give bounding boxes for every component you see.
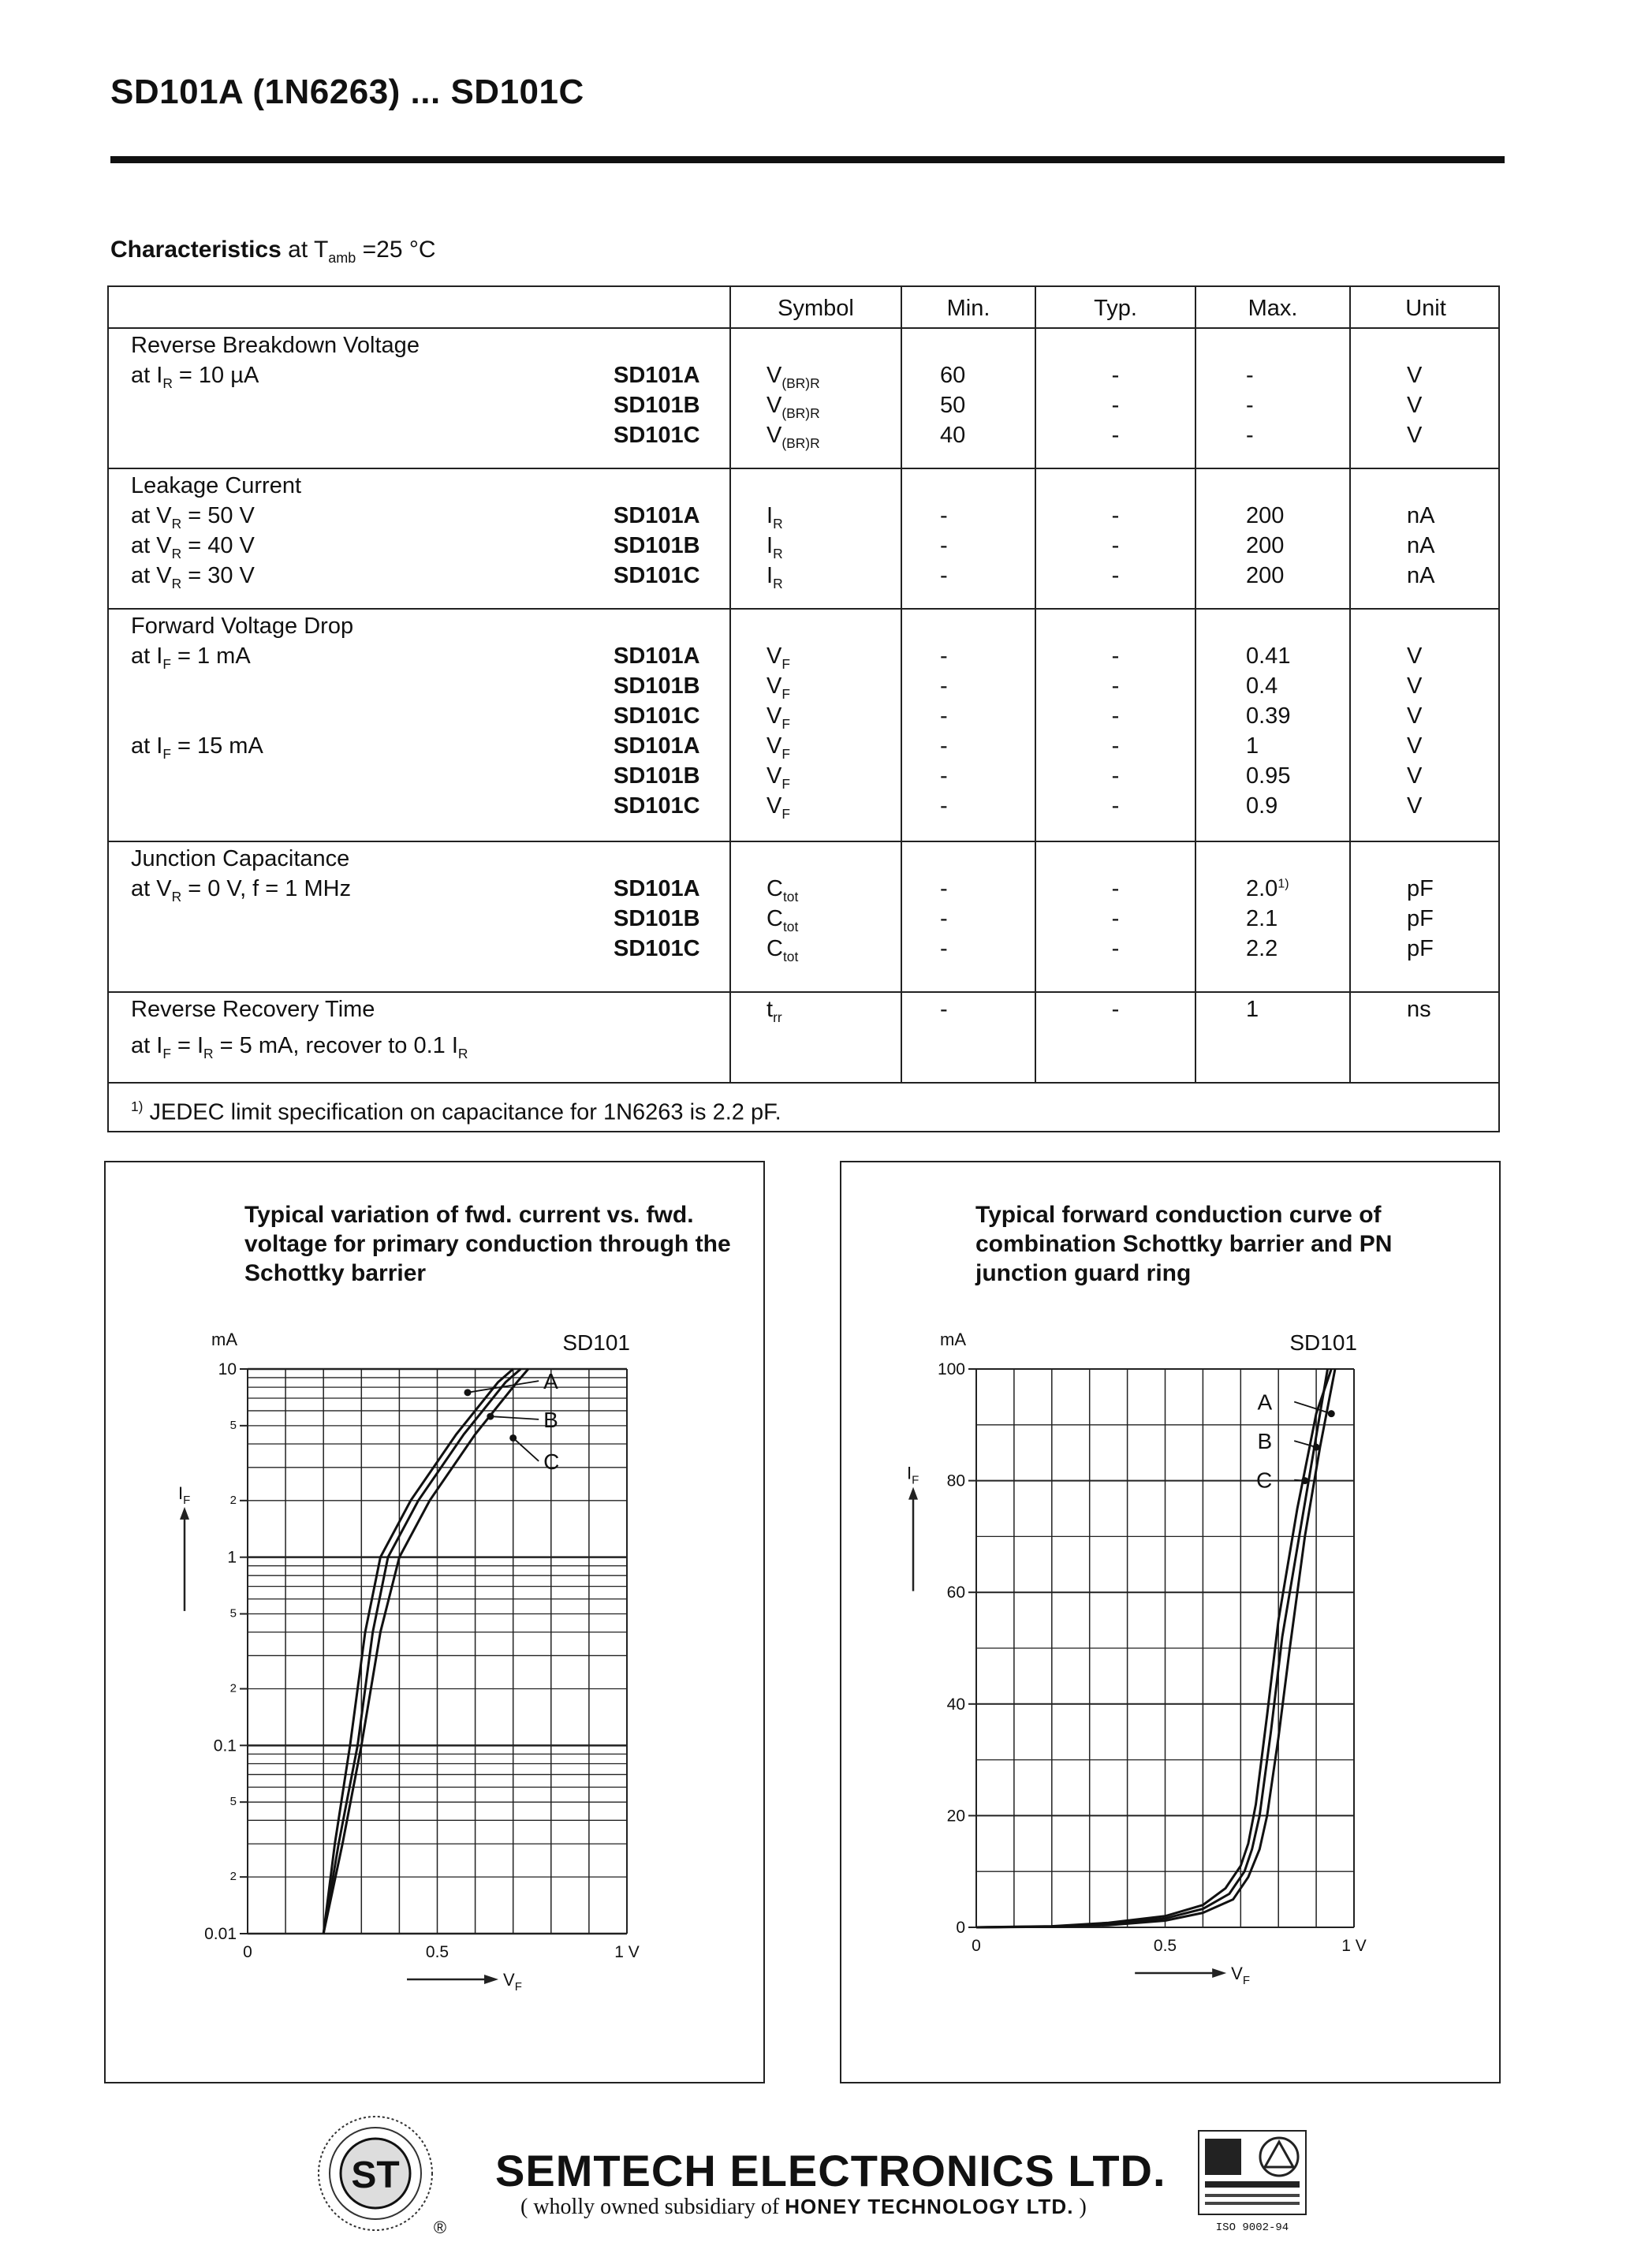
device-name: SD101A: [614, 643, 700, 669]
symbol: $C_{tot}$: [767, 876, 799, 905]
typ-value: -: [1111, 363, 1120, 388]
group-condition: at $V_R = 50$ V: [131, 503, 255, 532]
max-value: 200: [1246, 533, 1285, 558]
column-header-typ: Typ.: [1094, 296, 1137, 321]
max-value: 1: [1246, 997, 1259, 1022]
device-name: SD101A: [614, 503, 700, 528]
min-value: 50: [940, 393, 966, 418]
device-name: SD101A: [614, 733, 700, 759]
group-condition: at $I_F = 1$ mA: [131, 643, 251, 672]
symbol: $V_F$: [767, 733, 790, 762]
table-row-line: [109, 468, 1498, 469]
typ-value: -: [1111, 793, 1120, 819]
y-tick-label: 1: [227, 1548, 237, 1567]
group-title: Junction Capacitance: [131, 846, 350, 871]
unit-value: V: [1407, 763, 1423, 789]
registered-mark: ®: [433, 2218, 447, 2237]
typ-value: -: [1111, 563, 1120, 588]
company-logo: [315, 2113, 457, 2240]
max-value: 200: [1246, 503, 1285, 528]
typ-value: -: [1111, 763, 1120, 789]
min-value: -: [940, 703, 948, 729]
unit-value: V: [1407, 673, 1423, 699]
characteristics-heading: Characteristics at $T_{amb} =25$ °C: [110, 237, 436, 266]
group-condition: at $V_R = 0$ V, f = 1 MHz: [131, 876, 352, 905]
table-row-line: [109, 841, 1498, 842]
x-tick-label: 0.5: [1153, 1937, 1177, 1955]
unit-value: nA: [1407, 533, 1435, 558]
typ-value: -: [1111, 673, 1120, 699]
min-value: 40: [940, 423, 966, 448]
x-axis-label: $V_F$: [503, 1970, 522, 1994]
y-axis-label: $I_F$: [178, 1483, 191, 1507]
group-title: Forward Voltage Drop: [131, 614, 354, 639]
title-rule: [110, 156, 1505, 163]
series-label-B: B: [1257, 1429, 1273, 1454]
chart-panel-2: [840, 1161, 1501, 2083]
max-value: 1: [1246, 733, 1259, 759]
y-axis-arrowhead: [908, 1487, 918, 1500]
table-row-line: [109, 1082, 1498, 1084]
group-condition: at $V_R = 30$ V: [131, 563, 255, 591]
y-tick-label: 100: [937, 1360, 965, 1378]
series-line-C: [323, 1369, 528, 1934]
max-value: 0.9: [1246, 793, 1278, 819]
iso-certification-badge: [1197, 2129, 1307, 2247]
table-row-line: [109, 991, 1498, 993]
min-value: -: [940, 936, 948, 961]
x-tick-label: 1 V: [614, 1943, 640, 1961]
x-axis-label: $V_F$: [1231, 1964, 1251, 1987]
unit-value: V: [1407, 423, 1423, 448]
min-value: -: [940, 673, 948, 699]
chart-1-svg: [106, 1162, 763, 2082]
y-tick-label: 0.1: [213, 1736, 237, 1755]
table-footnote: $^{1)}$ JEDEC limit specification on capacitance for 1N6263 is 2.2 pF.: [131, 1099, 781, 1125]
y-axis-label: $I_F$: [907, 1463, 919, 1487]
device-name: SD101C: [614, 563, 700, 588]
typ-value: -: [1111, 876, 1120, 901]
typ-value: -: [1111, 733, 1120, 759]
max-value: -: [1246, 393, 1254, 418]
series-line-B: [323, 1369, 520, 1934]
unit-value: V: [1407, 733, 1423, 759]
device-name: SD101B: [614, 673, 700, 699]
y-tick-label: 5: [229, 1795, 237, 1809]
y-tick-label: 2: [229, 1870, 237, 1884]
y-tick-label: 5: [229, 1418, 237, 1432]
symbol: $V_{(BR)R}$: [767, 363, 820, 391]
table-column-line: [901, 287, 902, 1083]
group-condition: at $I_F = 15$ mA: [131, 733, 263, 762]
max-value: 0.95: [1246, 763, 1291, 789]
symbol: $I_R$: [767, 503, 783, 532]
unit-value: pF: [1407, 876, 1434, 901]
min-value: -: [940, 997, 948, 1022]
unit-value: V: [1407, 793, 1423, 819]
max-value: -: [1246, 423, 1254, 448]
typ-value: -: [1111, 393, 1120, 418]
device-name: SD101C: [614, 423, 700, 448]
max-value: 0.4: [1246, 673, 1278, 699]
unit-value: pF: [1407, 906, 1434, 931]
gridlines: [976, 1369, 1354, 1927]
x-tick-label: 1 V: [1341, 1937, 1367, 1955]
symbol: $I_R$: [767, 533, 783, 561]
unit-value: nA: [1407, 503, 1435, 528]
series-leader-B: [1294, 1441, 1316, 1447]
max-value: 2.2: [1246, 936, 1278, 961]
symbol: $V_F$: [767, 703, 790, 732]
series-line-A: [323, 1369, 513, 1934]
page-title: SD101A (1N6263) ... SD101C: [110, 73, 584, 111]
y-tick-label: 5: [229, 1606, 237, 1621]
symbol: $V_F$: [767, 793, 790, 822]
min-value: -: [940, 533, 948, 558]
min-value: -: [940, 906, 948, 931]
y-tick-label: 20: [946, 1807, 965, 1826]
group-condition: at $V_R = 40$ V: [131, 533, 255, 561]
symbol: $C_{tot}$: [767, 936, 799, 964]
min-value: -: [940, 643, 948, 669]
device-label: SD101: [562, 1330, 630, 1355]
y-tick-label: 2: [229, 1681, 237, 1695]
unit-value: V: [1407, 703, 1423, 729]
max-value: 0.41: [1246, 643, 1291, 669]
series-label-A: A: [1257, 1390, 1273, 1415]
max-value: 200: [1246, 563, 1285, 588]
unit-value: V: [1407, 363, 1423, 388]
series-label-B: B: [543, 1407, 558, 1432]
max-value: 2.1: [1246, 906, 1278, 931]
table-column-line: [729, 287, 731, 1083]
unit-value: pF: [1407, 936, 1434, 961]
table-row-line: [109, 327, 1498, 329]
min-value: -: [940, 563, 948, 588]
group-title: Reverse Recovery Time: [131, 997, 375, 1022]
logo-text: ST: [351, 2154, 400, 2196]
symbol: $V_F$: [767, 643, 790, 672]
min-value: 60: [940, 363, 966, 388]
group-condition: at $I_R = 10$ µA: [131, 363, 259, 391]
typ-value: -: [1111, 643, 1120, 669]
x-tick-label: 0: [243, 1943, 252, 1961]
unit-value: V: [1407, 643, 1423, 669]
column-header-max: Max.: [1248, 296, 1298, 321]
symbol: $V_{(BR)R}$: [767, 393, 820, 421]
min-value: -: [940, 733, 948, 759]
series-label-C: C: [543, 1449, 560, 1474]
symbol: $t_{rr}$: [767, 997, 782, 1025]
group-title: Reverse Breakdown Voltage: [131, 333, 420, 358]
min-value: -: [940, 763, 948, 789]
gridlines: [248, 1369, 627, 1934]
max-value: 2.0$^{1)}$: [1246, 876, 1289, 901]
symbol: $V_F$: [767, 763, 790, 792]
series-leader-C: [513, 1438, 539, 1460]
min-value: -: [940, 503, 948, 528]
unit-value: ns: [1407, 997, 1431, 1022]
symbol: $I_R$: [767, 563, 783, 591]
group-title: Leakage Current: [131, 473, 302, 498]
unit-value: nA: [1407, 563, 1435, 588]
min-value: -: [940, 793, 948, 819]
y-tick-label: 10: [218, 1360, 237, 1378]
y-tick-label: 0.01: [204, 1925, 237, 1943]
typ-value: -: [1111, 906, 1120, 931]
y-tick-label: 40: [946, 1695, 965, 1714]
chart-panel-1: [104, 1161, 765, 2083]
table-row-line: [109, 608, 1498, 610]
symbol: $V_F$: [767, 673, 790, 702]
column-header-unit: Unit: [1405, 296, 1446, 321]
typ-value: -: [1111, 703, 1120, 729]
column-header-symbol: Symbol: [778, 296, 854, 321]
x-axis-arrowhead: [1212, 1968, 1226, 1978]
chart-1-title: Typical variation of fwd. current vs. fwd. voltage for primary conduction through the Schottky barrier: [244, 1202, 731, 1286]
max-value: 0.39: [1246, 703, 1291, 729]
device-name: SD101B: [614, 763, 700, 789]
max-value: -: [1246, 363, 1254, 388]
symbol: $V_{(BR)R}$: [767, 423, 820, 451]
device-name: SD101B: [614, 533, 700, 558]
chart-2-title: Typical forward conduction curve of combination Schottky barrier and PN junction guard ring: [975, 1202, 1393, 1286]
y-tick-label: 80: [946, 1472, 965, 1490]
column-header-min: Min.: [946, 296, 990, 321]
y-tick-label: 2: [229, 1493, 237, 1507]
device-name: SD101B: [614, 393, 700, 418]
device-name: SD101C: [614, 703, 700, 729]
characteristics-table: [107, 285, 1500, 1132]
typ-value: -: [1111, 423, 1120, 448]
table-column-line: [1349, 287, 1351, 1083]
unit-value: V: [1407, 393, 1423, 418]
device-label: SD101: [1289, 1330, 1357, 1355]
device-name: SD101A: [614, 876, 700, 901]
device-name: SD101A: [614, 363, 700, 388]
y-tick-label: 0: [956, 1919, 965, 1937]
group-condition: at $I_F = I_R = 5$ mA, recover to 0.1 $I_R$: [131, 1033, 468, 1061]
y-unit-label: mA: [211, 1330, 237, 1349]
series-label-C: C: [1255, 1468, 1273, 1493]
x-axis-arrowhead: [484, 1975, 498, 1984]
typ-value: -: [1111, 503, 1120, 528]
typ-value: -: [1111, 997, 1120, 1022]
series-leader-C: [1294, 1480, 1305, 1481]
min-value: -: [940, 876, 948, 901]
symbol: $C_{tot}$: [767, 906, 799, 934]
chart-2-svg: [841, 1162, 1499, 2082]
x-tick-label: 0.5: [425, 1943, 449, 1961]
x-tick-label: 0: [972, 1937, 981, 1955]
device-name: SD101C: [614, 793, 700, 819]
y-axis-arrowhead: [180, 1507, 189, 1520]
device-name: SD101C: [614, 936, 700, 961]
y-tick-label: 60: [946, 1583, 965, 1602]
company-subtitle: ( wholly owned subsidiary of HONEY TECHNOLOGY LTD. ): [520, 2195, 1087, 2219]
iso-text: ISO 9002-94: [1215, 2221, 1289, 2234]
typ-value: -: [1111, 936, 1120, 961]
series-leader-B: [490, 1416, 539, 1419]
device-name: SD101B: [614, 906, 700, 931]
y-unit-label: mA: [940, 1330, 966, 1349]
series-label-A: A: [543, 1369, 558, 1394]
company-name: SEMTECH ELECTRONICS LTD.: [495, 2146, 1166, 2195]
typ-value: -: [1111, 533, 1120, 558]
